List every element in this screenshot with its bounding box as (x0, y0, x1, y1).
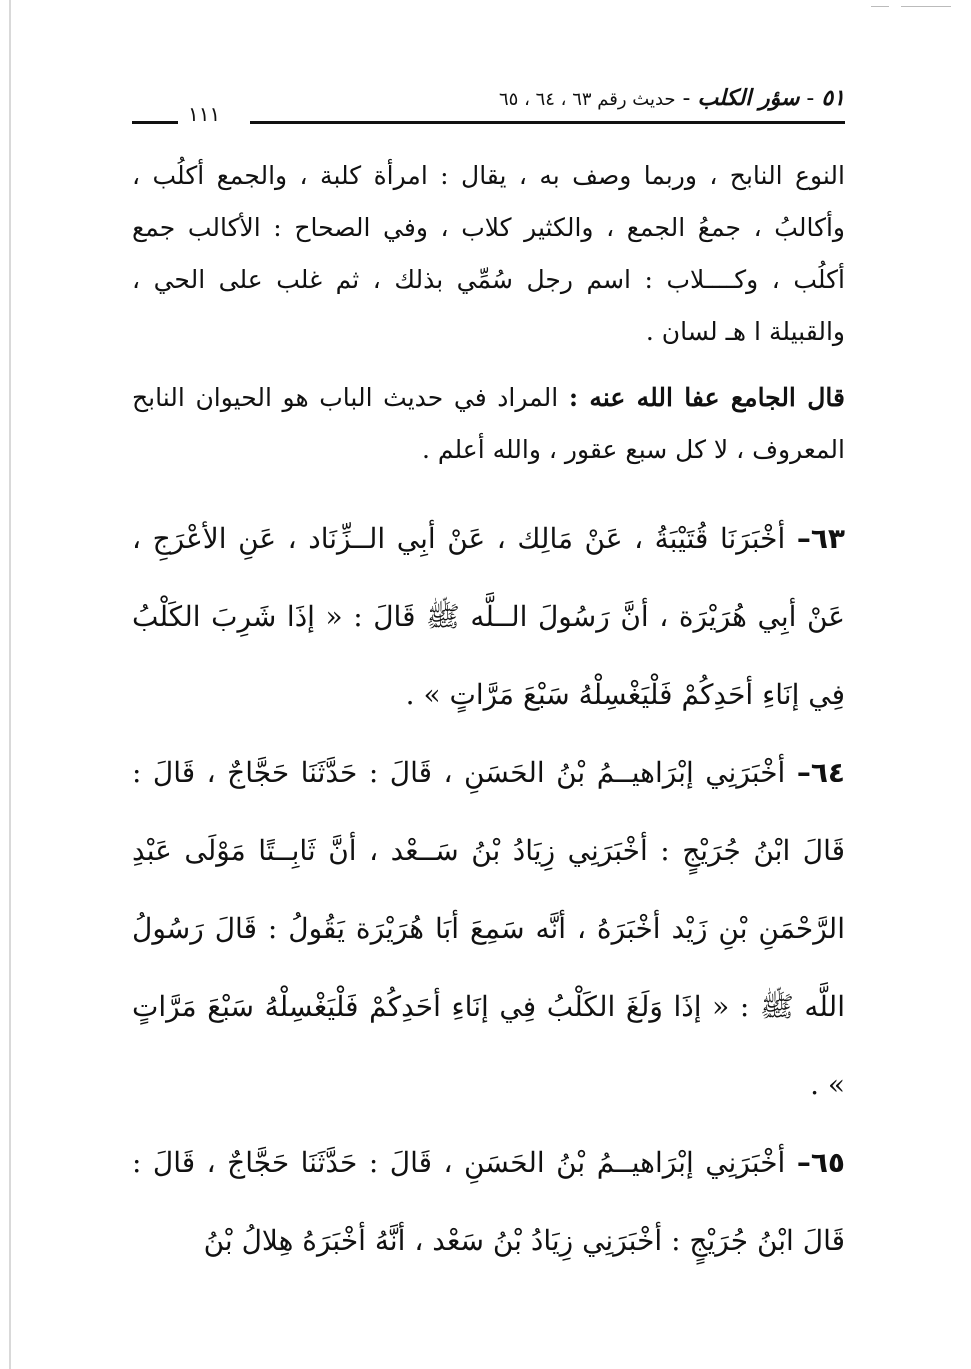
paragraph-text: المراد في حديث الباب هو الحيوان النابح المعروف ، لا كل سبع عقور ، والله أعلم . (132, 383, 845, 464)
running-title: ٥١ - سؤر الكلب - حديث رقم ٦٣ ، ٦٤ ، ٦٥ (499, 86, 845, 111)
hadith-range: حديث رقم ٦٣ ، ٦٤ ، ٦٥ (499, 89, 676, 110)
page-body (132, 150, 845, 1280)
chapter-title: سؤر الكلب (697, 86, 800, 111)
hadith-number: ٦٣– (796, 522, 845, 555)
paragraph-dictionary-note (132, 150, 845, 358)
paragraph-compiler-note (132, 372, 845, 476)
header-rule-left (132, 121, 178, 124)
paragraph-text: النوع النابح ، وربما وصف به ، يقال : امرأة كلبة ، والجمع أكلُب ، وأكالبُ ، جمعُ الجمع ، والكثير كلاب ، وفي الصحاح : الأكالب جمع أكلُب ، وكــــلاب : اسم رجل سُمِّي بذلك ، ثم غلب على الحي ، والقبيلة ا هـ لسان . (132, 161, 845, 346)
hadith-63 (132, 500, 845, 734)
hadith-number: ٦٤– (796, 756, 845, 789)
hadith-text: أخْبَرَنَا قُتَيْبَةُ ، عَنْ مَالِك ، عَنْ أبِي الــزِّنَاد ، عَنِ الأعْرَجِ ، عَنْ أبِي هُرَيْرَة ، أنَّ رَسُولَ الــلَّه ﷺ قَالَ : « إذَا شَرِبَ الكَلْبُ فِي إنَاءِ أحَدِكُمْ فَلْيَغْسِلْهُ سَبْعَ مَرَّاتٍ » . (132, 522, 845, 711)
scan-edge-top (901, 6, 951, 7)
hadith-64 (132, 734, 845, 1124)
hadith-number: ٦٥– (796, 1146, 845, 1179)
paragraph-lead: قال الجامع عفا الله عنه : (568, 383, 845, 412)
page-number: ١١١ (188, 102, 221, 126)
chapter-number: ٥١ (821, 86, 845, 111)
hadith-text: أخْبَرَنِي إبْرَاهيــمُ بْنُ الحَسَنِ ، قَالَ : حَدَّثَنَا حَجَّاجٌ ، قَالَ : قَالَ ابْنُ جُرَيْجٍ : أخْبَرَنِي زِيَادُ بْنُ سَعْد ، أنَّهُ أخْبَرَهُ هِلالُ بْنُ (132, 1146, 845, 1257)
scan-edge-left (9, 0, 11, 1369)
running-header (132, 84, 845, 124)
hadith-text: أخْبَرَنِي إبْرَاهيــمُ بْنُ الحَسَنِ ، قَالَ : حَدَّثَنَا حَجَّاجٌ ، قَالَ : قَالَ ابْنُ جُرَيْجٍ : أخْبَرَنِي زِيَادُ بْنُ سَــعْد ، أنَّ ثَابِــتًا مَوْلَى عَبْدِ الرَّحْمَنِ بْنِ زَيْد أخْبَرَهُ ، أنَّه سَمِعَ أبَا هُرَيْرَة يَقُولُ : قَالَ رَسُولُ اللَّه ﷺ : « إذَا وَلَغَ الكَلْبُ فِي إنَاءِ أحَدِكُمْ فَلْيَغْسِلْهُ سَبْعَ مَرَّاتٍ » . (132, 756, 845, 1101)
hadith-65 (132, 1124, 845, 1280)
scan-edge-top-short (871, 6, 889, 7)
header-rule (250, 121, 845, 124)
